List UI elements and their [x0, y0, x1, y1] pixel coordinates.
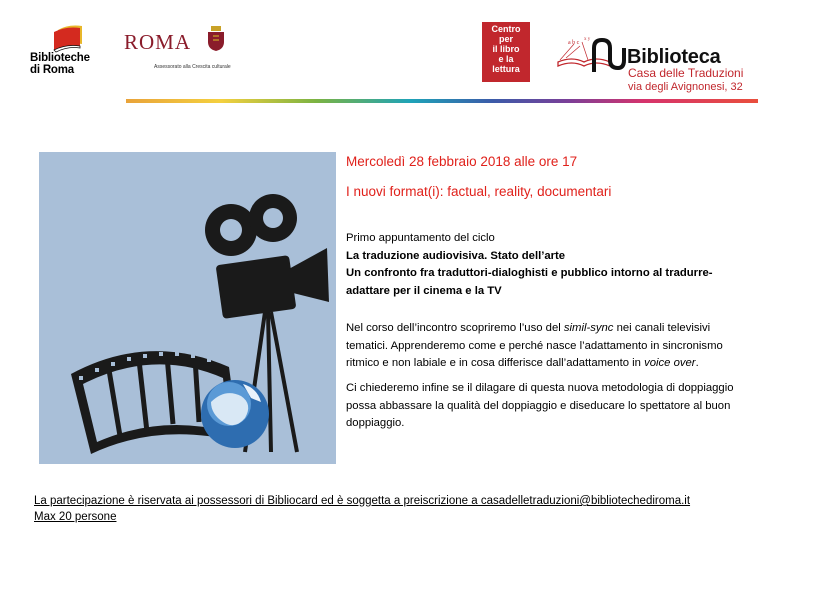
cepell-line: e la [498, 54, 514, 64]
rainbow-divider [126, 99, 758, 103]
biblioteca-casa-traduzioni-logo [554, 28, 764, 98]
p1-text: Nel corso dell’incontro scopriremo l’uso del [346, 322, 564, 334]
roma-wordmark: ROMA [124, 30, 192, 54]
svg-text:a b c: a b c [568, 40, 580, 46]
cepell-line: il libro [492, 44, 520, 54]
event-date: Mercoledì 28 febbraio 2018 alle ore 17 [346, 154, 578, 169]
max-people: Max 20 persone [34, 511, 117, 523]
p1-emphasis: simil-sync [563, 322, 614, 334]
svg-text:x y: x y [584, 37, 591, 42]
participation-text: La partecipazione è riservata ai possessori di Bibliocard ed è soggetta a preiscrizione a casadelletraduzioni@bibliotechediroma.it [34, 495, 691, 507]
event-poster-image [39, 152, 336, 464]
cycle-intro: Primo appuntamento del ciclo [346, 232, 495, 244]
event-title: I nuovi format(i): factual, reality, documentari [346, 184, 612, 199]
roma-subtitle: Assessorato alla Crescita culturale [154, 64, 231, 70]
cepell-line: Centro [491, 24, 521, 34]
cycle-block [346, 230, 746, 300]
biblioteche-di-roma-logo [30, 20, 100, 80]
cepell-logo [482, 22, 530, 82]
p1-emphasis: voice over [644, 357, 696, 369]
biblioteca-title: Biblioteca [627, 46, 721, 68]
p1-text: nei canali televisivi tematici. Apprenderemo come e perché nasce l’adattamento in sincronismo ritmico e non labiale e in cosa differisce dall’adattamento in [346, 322, 723, 369]
paragraph-conclusion: Ci chiederemo infine se il dilagare di questa nuova metodologia di doppiaggio possa abbassare la qualità del doppiaggio e diseducare lo spettatore al buon doppiaggio. [346, 382, 734, 429]
biblioteca-address: via degli Avignonesi, 32 [628, 81, 743, 93]
logo-line-2: di Roma [30, 64, 74, 76]
roma-logo [124, 28, 249, 76]
globe-icon [201, 380, 269, 448]
open-book-icon [554, 32, 634, 82]
roma-crest-icon [206, 26, 226, 52]
cepell-line: lettura [492, 64, 520, 74]
p1-text: . [695, 357, 699, 369]
cycle-description: Un confronto fra traduttori-dialoghisti e pubblico intorno al tradurre-adattare per il cinema e la TV [346, 267, 713, 297]
cepell-line: per [498, 34, 513, 44]
book-icon [30, 20, 100, 54]
paragraph-simil-sync [346, 320, 746, 373]
film-camera-icon [205, 194, 329, 319]
logo-line-1: Biblioteche [30, 52, 90, 64]
biblioteca-house-name: Casa delle Traduzioni [628, 66, 744, 80]
cycle-name: La traduzione audiovisiva. Stato dell’arte [346, 249, 566, 262]
participation-note [34, 493, 690, 525]
